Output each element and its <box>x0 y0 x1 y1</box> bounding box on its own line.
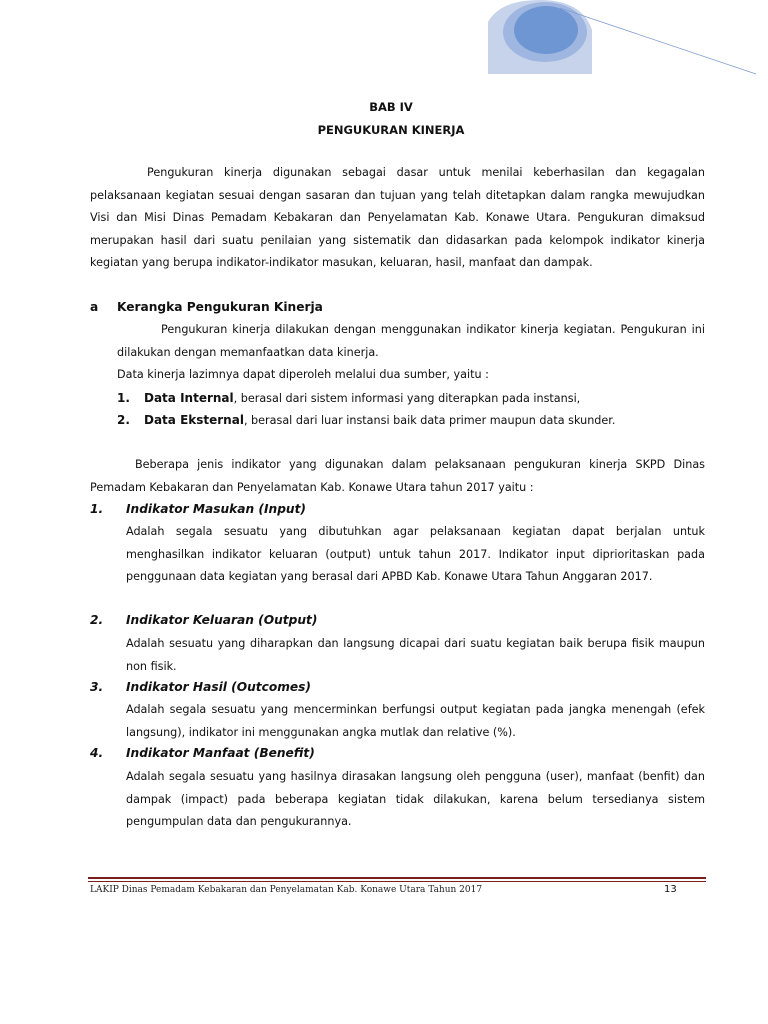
indicator-desc-benefit: Adalah segala sesuatu yang hasilnya dirasakan langsung oleh pengguna (user), manfaat (benfit) dan dampak (impact) pada beberapa kegiatan tidak dilakukan, karena belum tersedianya sistem pengumpulan data dan pengukurannya. <box>126 770 705 829</box>
source-number: 1. <box>117 391 130 405</box>
indicator-desc-input: Adalah segala sesuatu yang dibutuhkan agar pelaksanaan kegiatan dapat berjalan untuk menghasilkan indikator keluaran (output) untuk tahun 2017. Indikator input diprioritaskan pada penggunaan data kegiatan yang berasal dari APBD Kab. Konawe Utara Tahun Anggaran 2017. <box>126 525 705 584</box>
intro-paragraph: Pengukuran kinerja digunakan sebagai dasar untuk menilai keberhasilan dan kegagalan pelaksanaan kegiatan sesuai dengan sasaran dan tujuan yang telah ditetapkan dalam rangka mewujudkan Visi dan Misi Dinas Pemadam Kebakaran dan Penyelamatan Kab. Konawe Utara. Pengukuran dimaksud merupakan hasil dari suatu penilaian yang sistematik dan didasarkan pada kelompok indikator kinerja kegiatan yang berupa indikator-indikator masukan, keluaran, hasil, manfaat dan dampak. <box>90 166 705 270</box>
indicator-title-outcomes: Indikator Hasil (Outcomes) <box>126 680 311 694</box>
indicators-intro-paragraph: Beberapa jenis indikator yang digunakan dalam pelaksanaan pengukuran kinerja SKPD Dinas Pemadam Kebakaran dan Penyelamatan Kab. Konawe Utara tahun 2017 yaitu : <box>90 458 705 494</box>
source-desc: , berasal dari sistem informasi yang diterapkan pada instansi, <box>233 392 581 405</box>
page-number: 13 <box>664 884 677 895</box>
chapter-label: BAB IV <box>369 100 413 114</box>
indicator-title-benefit: Indikator Manfaat (Benefit) <box>126 746 315 760</box>
section-a-title: Kerangka Pengukuran Kinerja <box>117 300 323 314</box>
chapter-title: PENGUKURAN KINERJA <box>317 123 465 137</box>
indicator-number: 3. <box>90 680 104 694</box>
footer-text: LAKIP Dinas Pemadam Kebakaran dan Penyelamatan Kab. Konawe Utara Tahun 2017 <box>90 885 483 895</box>
logo-inner-circle <box>514 6 578 54</box>
footer-rule-thin <box>88 881 706 882</box>
indicator-title-output: Indikator Keluaran (Output) <box>126 613 318 627</box>
header-logo-graphic <box>0 0 768 80</box>
source-desc: , berasal dari luar instansi baik data primer maupun data skunder. <box>243 414 616 427</box>
indicator-number: 4. <box>90 746 104 760</box>
section-a-sources-intro: Data kinerja lazimnya dapat diperoleh melalui dua sumber, yaitu : <box>117 368 489 381</box>
section-a-paragraph: Pengukuran kinerja dilakukan dengan menggunakan indikator kinerja kegiatan. Pengukuran ini dilakukan dengan memanfaatkan data kinerja. <box>117 323 705 359</box>
indicator-number: 2. <box>90 613 104 627</box>
indicator-desc-outcomes: Adalah segala sesuatu yang mencerminkan berfungsi output kegiatan pada jangka menengah (efek langsung), indikator ini menggunakan angka mutlak dan relative (%). <box>126 703 705 739</box>
source-item-internal <box>117 387 580 411</box>
indicator-number: 1. <box>90 502 104 516</box>
source-number: 2. <box>117 413 130 427</box>
source-item-external <box>117 409 615 433</box>
indicator-desc-output: Adalah sesuatu yang diharapkan dan langsung dicapai dari suatu kegiatan baik berupa fisik maupun non fisik. <box>126 637 705 673</box>
source-name: Data Eksternal <box>144 413 244 427</box>
footer-rule-thick <box>88 877 706 879</box>
indicator-title-input: Indikator Masukan (Input) <box>126 502 307 516</box>
section-a-marker: a <box>90 300 99 314</box>
source-name: Data Internal <box>144 391 234 405</box>
